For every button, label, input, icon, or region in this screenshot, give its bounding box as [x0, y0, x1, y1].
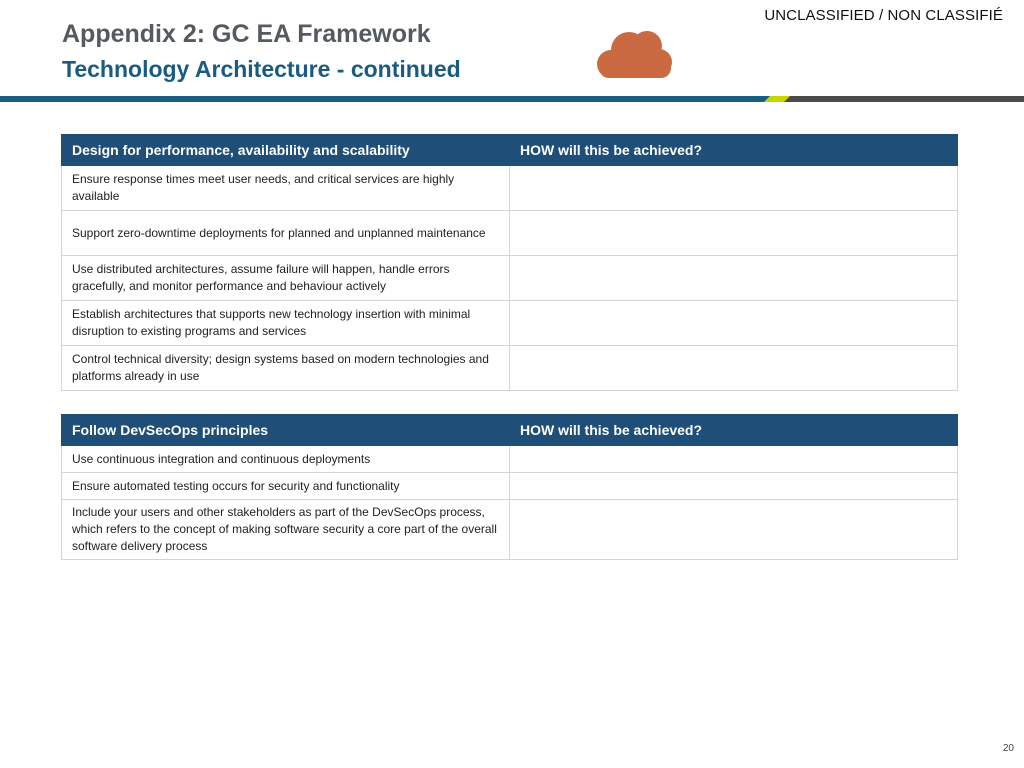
table-row — [62, 166, 958, 211]
how-cell[interactable] — [510, 301, 958, 346]
how-cell[interactable] — [510, 211, 958, 256]
criteria-cell: Use distributed architectures, assume failure will happen, handle errors gracefully, and monitor performance and behaviour actively — [62, 256, 510, 301]
criteria-cell: Control technical diversity; design systems based on modern technologies and platforms already in use — [62, 346, 510, 391]
header-divider-band — [0, 96, 1024, 102]
how-cell[interactable] — [510, 446, 958, 473]
how-cell[interactable] — [510, 346, 958, 391]
table-header-row — [62, 135, 958, 166]
cloud-icon — [589, 28, 677, 80]
criteria-header: Follow DevSecOps principles — [62, 415, 510, 446]
devsecops-criteria-table — [61, 414, 958, 560]
criteria-cell: Use continuous integration and continuous deployments — [62, 446, 510, 473]
how-cell[interactable] — [510, 500, 958, 560]
table-row — [62, 446, 958, 473]
table-row — [62, 500, 958, 560]
page-number: 20 — [1002, 743, 1014, 754]
criteria-header: Design for performance, availability and scalability — [62, 135, 510, 166]
page-title: Appendix 2: GC EA Framework — [62, 20, 431, 48]
table-row — [62, 473, 958, 500]
how-cell[interactable] — [510, 473, 958, 500]
table-header-row — [62, 415, 958, 446]
how-header: HOW will this be achieved? — [510, 135, 958, 166]
table-row — [62, 211, 958, 256]
table-row — [62, 256, 958, 301]
criteria-cell: Support zero-downtime deployments for planned and unplanned maintenance — [62, 211, 510, 256]
how-cell[interactable] — [510, 256, 958, 301]
criteria-cell: Include your users and other stakeholders as part of the DevSecOps process, which refers to the concept of making software security a core part of the overall software delivery process — [62, 500, 510, 560]
criteria-cell: Establish architectures that supports new technology insertion with minimal disruption to existing programs and services — [62, 301, 510, 346]
table-row — [62, 346, 958, 391]
criteria-cell: Ensure automated testing occurs for security and functionality — [62, 473, 510, 500]
how-header: HOW will this be achieved? — [510, 415, 958, 446]
performance-criteria-table — [61, 134, 958, 391]
criteria-cell: Ensure response times meet user needs, and critical services are highly available — [62, 166, 510, 211]
page-subtitle: Technology Architecture - continued — [62, 56, 461, 82]
classification-label: UNCLASSIFIED / NON CLASSIFIÉ — [764, 7, 1003, 24]
how-cell[interactable] — [510, 166, 958, 211]
table-row — [62, 301, 958, 346]
